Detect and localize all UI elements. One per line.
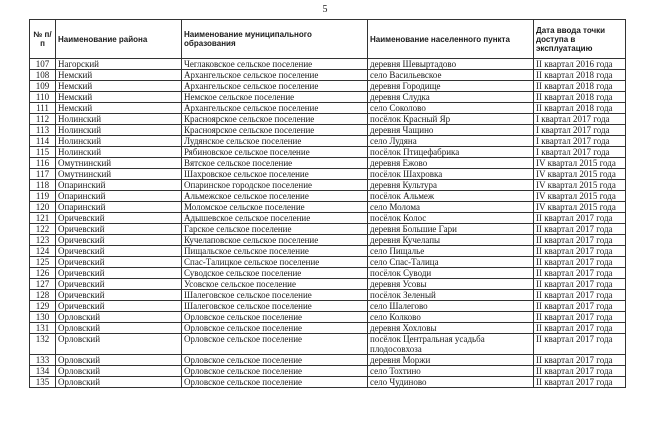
cell-settlement: посёлок Колос (368, 213, 534, 224)
cell-date: I квартал 2017 года (534, 125, 626, 136)
cell-num: 113 (30, 125, 56, 136)
cell-settlement: село Тохтино (368, 366, 534, 377)
cell-district: Орловский (56, 355, 182, 366)
cell-date: II квартал 2017 года (534, 268, 626, 279)
cell-district: Оричевский (56, 301, 182, 312)
header-municipality: Наименование муниципального образования (182, 20, 368, 59)
cell-settlement: село Молома (368, 202, 534, 213)
cell-district: Опаринский (56, 202, 182, 213)
cell-date: II квартал 2017 года (534, 279, 626, 290)
cell-num: 116 (30, 158, 56, 169)
cell-settlement: село Шалегово (368, 301, 534, 312)
cell-num: 133 (30, 355, 56, 366)
cell-district: Омутнинский (56, 158, 182, 169)
cell-settlement: село Пищалье (368, 246, 534, 257)
cell-date: II квартал 2017 года (534, 213, 626, 224)
table-row (30, 59, 626, 70)
cell-date: II квартал 2017 года (534, 312, 626, 323)
cell-date: II квартал 2017 года (534, 224, 626, 235)
cell-district: Немский (56, 92, 182, 103)
cell-settlement: село Чудиново (368, 377, 534, 388)
cell-date: IV квартал 2015 года (534, 158, 626, 169)
table-row (30, 246, 626, 257)
cell-municipality: Спас-Талицкое сельское поселение (182, 257, 368, 268)
cell-settlement: деревня Ежово (368, 158, 534, 169)
cell-date: II квартал 2018 года (534, 103, 626, 114)
cell-municipality: Опаринское городское поселение (182, 180, 368, 191)
cell-date: II квартал 2017 года (534, 323, 626, 334)
cell-date: II квартал 2017 года (534, 301, 626, 312)
cell-settlement: деревня Шевыртадово (368, 59, 534, 70)
cell-date: IV квартал 2015 года (534, 191, 626, 202)
table-row (30, 323, 626, 334)
table-row (30, 301, 626, 312)
cell-date: II квартал 2016 года (534, 59, 626, 70)
cell-municipality: Шалеговское сельское поселение (182, 301, 368, 312)
cell-district: Нолинский (56, 114, 182, 125)
access-points-table (29, 19, 626, 388)
cell-municipality: Чеглаковское сельское поселение (182, 59, 368, 70)
cell-district: Оричевский (56, 290, 182, 301)
cell-district: Нагорский (56, 59, 182, 70)
cell-district: Опаринский (56, 191, 182, 202)
cell-date: II квартал 2018 года (534, 81, 626, 92)
cell-district: Немский (56, 81, 182, 92)
table-row (30, 191, 626, 202)
cell-num: 131 (30, 323, 56, 334)
cell-settlement: деревня Чащино (368, 125, 534, 136)
table-row (30, 334, 626, 355)
table-header-row (30, 20, 626, 59)
cell-num: 108 (30, 70, 56, 81)
cell-district: Нолинский (56, 136, 182, 147)
cell-num: 120 (30, 202, 56, 213)
cell-num: 129 (30, 301, 56, 312)
table-row (30, 81, 626, 92)
table-row (30, 377, 626, 388)
table-row (30, 169, 626, 180)
cell-date: II квартал 2017 года (534, 246, 626, 257)
cell-district: Оричевский (56, 279, 182, 290)
cell-settlement: деревня Слудка (368, 92, 534, 103)
table-row (30, 158, 626, 169)
cell-municipality: Суводское сельское поселение (182, 268, 368, 279)
cell-district: Нолинский (56, 147, 182, 158)
cell-settlement: посёлок Красный Яр (368, 114, 534, 125)
cell-municipality: Вятское сельское поселение (182, 158, 368, 169)
cell-municipality: Усовское сельское поселение (182, 279, 368, 290)
cell-municipality: Орловское сельское поселение (182, 355, 368, 366)
cell-settlement: село Соколово (368, 103, 534, 114)
cell-num: 134 (30, 366, 56, 377)
cell-settlement: деревня Моржи (368, 355, 534, 366)
table-row (30, 312, 626, 323)
cell-num: 121 (30, 213, 56, 224)
cell-district: Оричевский (56, 246, 182, 257)
cell-date: II квартал 2017 года (534, 377, 626, 388)
cell-municipality: Красноярское сельское поселение (182, 114, 368, 125)
table-row (30, 202, 626, 213)
header-settlement: Наименование населенного пункта (368, 20, 534, 59)
cell-municipality: Орловское сельское поселение (182, 323, 368, 334)
cell-num: 111 (30, 103, 56, 114)
cell-settlement: деревня Хохловы (368, 323, 534, 334)
cell-municipality: Шахровское сельское поселение (182, 169, 368, 180)
cell-date: IV квартал 2015 года (534, 202, 626, 213)
cell-district: Орловский (56, 377, 182, 388)
cell-date: IV квартал 2015 года (534, 169, 626, 180)
cell-num: 119 (30, 191, 56, 202)
cell-settlement: село Лудяна (368, 136, 534, 147)
table-row (30, 235, 626, 246)
table-row (30, 268, 626, 279)
cell-num: 122 (30, 224, 56, 235)
cell-num: 107 (30, 59, 56, 70)
header-date: Дата ввода точки доступа в эксплуатацию (534, 20, 626, 59)
cell-num: 127 (30, 279, 56, 290)
cell-district: Опаринский (56, 180, 182, 191)
cell-num: 126 (30, 268, 56, 279)
cell-settlement: деревня Культура (368, 180, 534, 191)
cell-municipality: Рябиновское сельское поселение (182, 147, 368, 158)
cell-settlement: село Колково (368, 312, 534, 323)
table-row (30, 213, 626, 224)
cell-district: Оричевский (56, 235, 182, 246)
cell-municipality: Орловское сельское поселение (182, 312, 368, 323)
cell-date: II квартал 2017 года (534, 257, 626, 268)
cell-settlement: посёлок Зеленый (368, 290, 534, 301)
cell-settlement: посёлок Центральная усадьба плодосовхоза (368, 334, 534, 355)
cell-district: Немский (56, 70, 182, 81)
cell-num: 128 (30, 290, 56, 301)
cell-district: Омутнинский (56, 169, 182, 180)
cell-district: Нолинский (56, 125, 182, 136)
cell-settlement: деревня Кучелапы (368, 235, 534, 246)
table-row (30, 125, 626, 136)
cell-num: 109 (30, 81, 56, 92)
table-row (30, 224, 626, 235)
cell-date: II квартал 2017 года (534, 355, 626, 366)
header-district: Наименование района (56, 20, 182, 59)
cell-district: Орловский (56, 323, 182, 334)
cell-district: Орловский (56, 366, 182, 377)
cell-municipality: Лудянское сельское поселение (182, 136, 368, 147)
cell-settlement: деревня Большие Гари (368, 224, 534, 235)
table-row (30, 147, 626, 158)
cell-num: 135 (30, 377, 56, 388)
cell-municipality: Пищальское сельское поселение (182, 246, 368, 257)
cell-settlement: деревня Городище (368, 81, 534, 92)
table-row (30, 355, 626, 366)
table-row (30, 180, 626, 191)
header-num: № п/п (30, 20, 56, 59)
cell-date: I квартал 2017 года (534, 114, 626, 125)
cell-settlement: посёлок Шахровка (368, 169, 534, 180)
table-row (30, 136, 626, 147)
table-row (30, 290, 626, 301)
table-row (30, 114, 626, 125)
table-row (30, 103, 626, 114)
cell-num: 114 (30, 136, 56, 147)
cell-num: 132 (30, 334, 56, 355)
cell-municipality: Орловское сельское поселение (182, 377, 368, 388)
cell-num: 112 (30, 114, 56, 125)
cell-municipality: Архангельское сельское поселение (182, 103, 368, 114)
table-row (30, 92, 626, 103)
cell-municipality: Альмежское сельское поселение (182, 191, 368, 202)
cell-district: Орловский (56, 334, 182, 355)
cell-num: 117 (30, 169, 56, 180)
cell-date: II квартал 2018 года (534, 92, 626, 103)
cell-municipality: Кучелаповское сельское поселение (182, 235, 368, 246)
cell-municipality: Адышевское сельское поселение (182, 213, 368, 224)
cell-district: Оричевский (56, 268, 182, 279)
table-row (30, 366, 626, 377)
table-body (30, 59, 626, 388)
cell-date: II квартал 2018 года (534, 70, 626, 81)
cell-district: Оричевский (56, 213, 182, 224)
cell-municipality: Шалеговское сельское поселение (182, 290, 368, 301)
cell-num: 124 (30, 246, 56, 257)
cell-settlement: село Васильевское (368, 70, 534, 81)
cell-settlement: деревня Усовы (368, 279, 534, 290)
table-row (30, 257, 626, 268)
cell-num: 125 (30, 257, 56, 268)
cell-date: II квартал 2017 года (534, 334, 626, 355)
page-number: 5 (322, 4, 328, 15)
cell-date: II квартал 2017 года (534, 366, 626, 377)
cell-settlement: село Спас-Талица (368, 257, 534, 268)
cell-date: IV квартал 2015 года (534, 180, 626, 191)
cell-municipality: Моломское сельское поселение (182, 202, 368, 213)
cell-district: Орловский (56, 312, 182, 323)
cell-num: 118 (30, 180, 56, 191)
cell-municipality: Красноярское сельское поселение (182, 125, 368, 136)
cell-num: 123 (30, 235, 56, 246)
cell-settlement: посёлок Альмеж (368, 191, 534, 202)
cell-municipality: Гарское сельское поселение (182, 224, 368, 235)
cell-municipality: Немское сельское поселение (182, 92, 368, 103)
cell-num: 115 (30, 147, 56, 158)
cell-date: II квартал 2017 года (534, 235, 626, 246)
cell-district: Немский (56, 103, 182, 114)
cell-municipality: Архангельское сельское поселение (182, 70, 368, 81)
cell-settlement: посёлок Суводи (368, 268, 534, 279)
table-row (30, 279, 626, 290)
cell-date: II квартал 2017 года (534, 290, 626, 301)
cell-num: 110 (30, 92, 56, 103)
cell-date: I квартал 2017 года (534, 147, 626, 158)
cell-settlement: посёлок Птицефабрика (368, 147, 534, 158)
cell-municipality: Орловское сельское поселение (182, 334, 368, 355)
cell-municipality: Орловское сельское поселение (182, 366, 368, 377)
cell-district: Оричевский (56, 224, 182, 235)
cell-municipality: Архангельское сельское поселение (182, 81, 368, 92)
cell-num: 130 (30, 312, 56, 323)
table-row (30, 70, 626, 81)
cell-district: Оричевский (56, 257, 182, 268)
cell-date: I квартал 2017 года (534, 136, 626, 147)
